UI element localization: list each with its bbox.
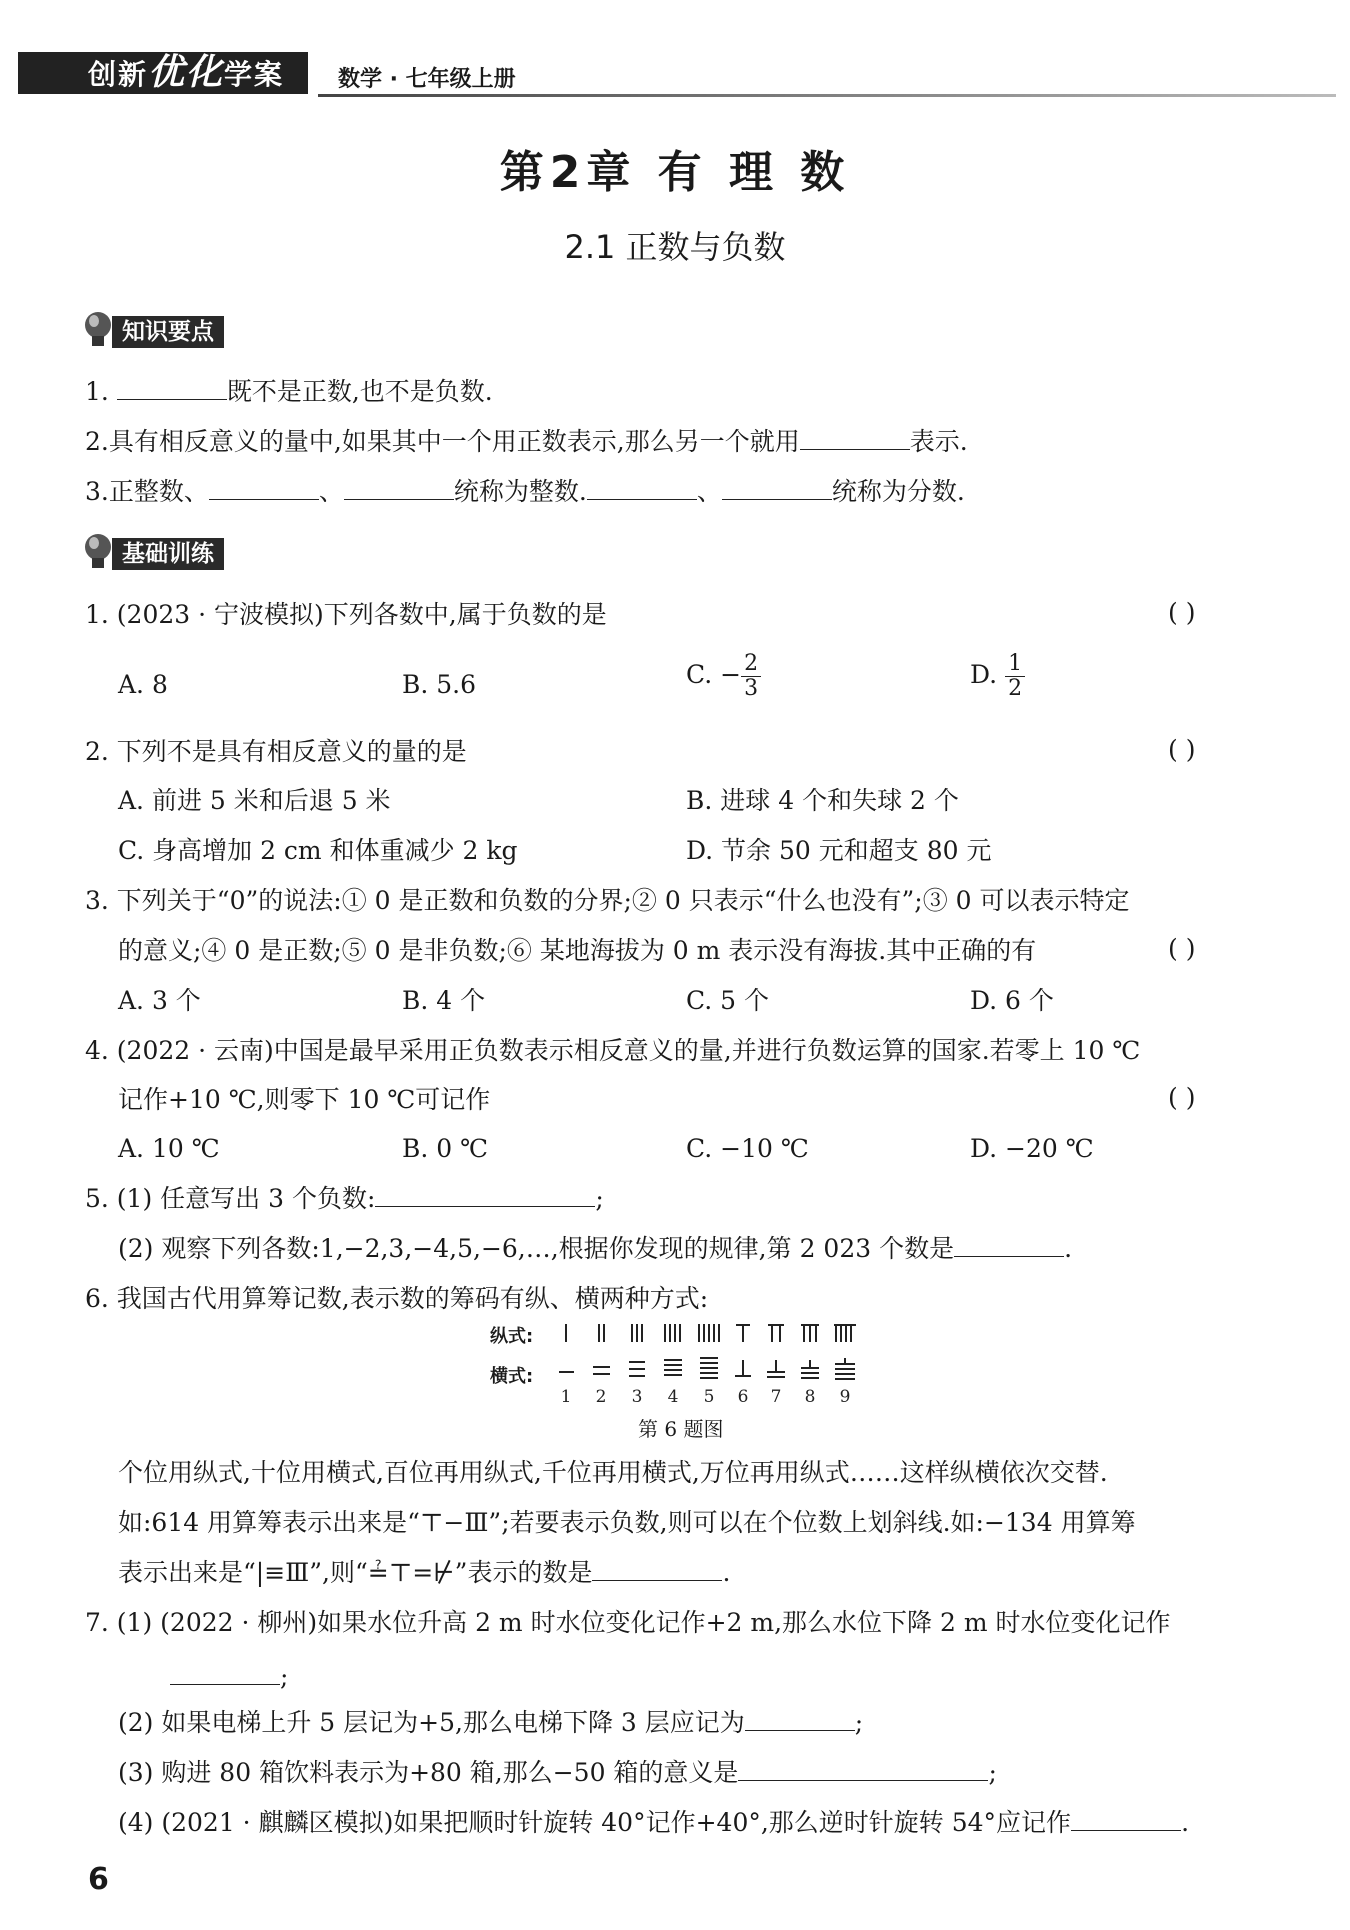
question-3-line-2: 的意义;④ 0 是正数;⑤ 0 是非负数;⑥ 某地海拔为 0 m 表示没有海拔.其中正确的有 [118, 936, 1037, 965]
punct: . [1181, 1808, 1190, 1837]
digit-label: 1 [560, 1387, 572, 1407]
lightbulb-icon [82, 310, 116, 350]
digit-label: 5 [703, 1387, 715, 1407]
question-text: (3) 购进 80 箱饮料表示为+80 箱,那么−50 箱的意义是 [118, 1758, 739, 1787]
question-1-stem: 1. (2023 · 宁波模拟)下列各数中,属于负数的是 [85, 600, 607, 629]
digit-label: 9 [839, 1387, 851, 1407]
q3-option-b[interactable]: B. 4 个 [402, 986, 486, 1015]
numerator: 1 [1005, 652, 1025, 677]
question-text: 5. (1) 任意写出 3 个负数: [85, 1184, 376, 1213]
answer-blank[interactable] [117, 375, 227, 400]
question-7-part-3 [118, 1756, 997, 1790]
item-text: 、 [696, 477, 722, 506]
question-3-answer-paren[interactable]: ( ) [1168, 934, 1196, 963]
basic-training-tag-label: 基础训练 [112, 538, 224, 570]
answer-blank[interactable] [722, 475, 832, 500]
knowledge-item-2 [85, 425, 968, 459]
brand-prefix: 创新 [88, 58, 149, 91]
answer-blank[interactable] [170, 1660, 280, 1685]
punct: . [722, 1558, 731, 1587]
q2-option-a[interactable]: A. 前进 5 米和后退 5 米 [118, 786, 391, 815]
item-text: 表示. [909, 427, 968, 456]
q2-option-c[interactable]: C. 身高增加 2 cm 和体重减少 2 kg [118, 836, 518, 865]
q4-option-c[interactable]: C. −10 ℃ [686, 1134, 809, 1163]
brand-suffix: 学案 [224, 58, 285, 91]
knowledge-item-3 [85, 475, 965, 509]
option-label: C. − [686, 660, 742, 689]
page-number: 6 [88, 1862, 109, 1897]
chapter-title: 第2章 有 理 数 [499, 147, 851, 198]
item-text: 具有相反意义的量中,如果其中一个用正数表示,那么另一个就用 [108, 427, 800, 456]
question-text: (4) (2021 · 麒麟区模拟)如果把顺时针旋转 40°记作+40°,那么逆时针旋转 54°应记作 [118, 1808, 1072, 1837]
item-text: 统称为整数. [453, 477, 587, 506]
question-4-line-1: 4. (2022 · 云南)中国是最早采用正负数表示相反意义的量,并进行负数运算的国家.若零上 10 ℃ [85, 1036, 1141, 1065]
q4-option-d[interactable]: D. −20 ℃ [970, 1134, 1094, 1163]
question-1-answer-paren[interactable]: ( ) [1168, 598, 1196, 627]
answer-blank[interactable] [954, 1232, 1064, 1257]
item-text: 既不是正数,也不是负数. [226, 377, 493, 406]
item-text: 统称为分数. [831, 477, 965, 506]
answer-blank[interactable] [800, 425, 910, 450]
horizontal-form-label: 横式: [490, 1366, 534, 1387]
q3-option-d[interactable]: D. 6 个 [970, 986, 1054, 1015]
header-rule [318, 94, 1336, 97]
digit-label: 3 [631, 1387, 643, 1407]
denominator: 3 [744, 676, 759, 701]
numerator: 2 [741, 652, 761, 677]
item-text: 正整数、 [108, 477, 209, 506]
question-6-line-1: 6. 我国古代用算筹记数,表示数的筹码有纵、横两种方式: [85, 1284, 709, 1313]
q4-option-a[interactable]: A. 10 ℃ [118, 1134, 220, 1163]
answer-blank[interactable] [344, 475, 454, 500]
question-3-line-1: 3. 下列关于“0”的说法:① 0 是正数和负数的分界;② 0 只表示“什么也没有”;③ 0 可以表示特定 [85, 886, 1130, 915]
question-7-part-1: 7. (1) (2022 · 柳州)如果水位升高 2 m 时水位变化记作+2 m,那么水位下降 2 m 时水位变化记作 [85, 1608, 1171, 1637]
q4-option-b[interactable]: B. 0 ℃ [402, 1134, 489, 1163]
counting-rods-diagram [558, 1320, 888, 1420]
answer-blank[interactable] [209, 475, 319, 500]
answer-blank[interactable] [587, 475, 697, 500]
q3-option-c[interactable]: C. 5 个 [686, 986, 769, 1015]
brand-highlight: 优化 [148, 52, 225, 93]
vertical-form-label: 纵式: [490, 1326, 534, 1347]
question-text: 表示出来是“|≡Ⅲ”,则“≟⊤=⊬”表示的数是 [118, 1558, 593, 1587]
question-6-line-4 [118, 1556, 730, 1590]
page-header [18, 52, 1336, 98]
q1-option-a[interactable]: A. 8 [118, 670, 168, 699]
digit-label: 7 [770, 1387, 782, 1407]
subject-title: 数学 · 七年级上册 [338, 67, 516, 92]
brand-logo [18, 52, 308, 94]
knowledge-tag-label: 知识要点 [112, 316, 224, 348]
vertical-rods [566, 1324, 856, 1342]
denominator: 2 [1008, 676, 1023, 701]
answer-blank[interactable] [375, 1182, 595, 1207]
digit-labels [561, 1387, 851, 1407]
question-text: (2) 观察下列各数:1,−2,3,−4,5,−6,…,根据你发现的规律,第 2 023 个数是 [118, 1234, 955, 1263]
punct: ; [988, 1758, 997, 1787]
question-7-part-4 [118, 1806, 1189, 1840]
digit-label: 8 [804, 1387, 816, 1407]
digit-label: 4 [667, 1387, 679, 1407]
punct: ; [854, 1708, 864, 1737]
q1-option-d[interactable] [970, 652, 1025, 701]
punct: ; [595, 1184, 604, 1213]
q1-option-c[interactable] [686, 652, 761, 701]
item-text: 、 [318, 477, 344, 506]
answer-blank[interactable] [738, 1756, 988, 1781]
item-number: 2. [85, 427, 109, 456]
q2-option-d[interactable]: D. 节余 50 元和超支 80 元 [686, 836, 992, 865]
lightbulb-icon [82, 532, 116, 572]
question-4-answer-paren[interactable]: ( ) [1168, 1083, 1196, 1112]
question-2-stem: 2. 下列不是具有相反意义的量的是 [85, 737, 467, 766]
digit-label: 6 [737, 1387, 749, 1407]
question-5-part-2 [118, 1232, 1072, 1266]
item-number: 1. [85, 377, 109, 406]
question-5-part-1 [85, 1182, 604, 1216]
fraction [741, 652, 761, 701]
q1-option-b[interactable]: B. 5.6 [402, 670, 477, 699]
question-2-answer-paren[interactable]: ( ) [1168, 735, 1196, 764]
punct: . [1064, 1234, 1073, 1263]
item-number: 3. [85, 477, 109, 506]
horizontal-rods [559, 1358, 855, 1379]
digit-label: 2 [595, 1387, 607, 1407]
q3-option-a[interactable]: A. 3 个 [118, 986, 201, 1015]
question-7-part-1-answer [170, 1660, 288, 1694]
figure-caption: 第 6 题图 [638, 1417, 724, 1441]
knowledge-item-1 [85, 375, 493, 409]
q2-option-b[interactable]: B. 进球 4 个和失球 2 个 [686, 786, 959, 815]
option-label: D. [970, 660, 998, 689]
answer-blank[interactable] [592, 1556, 722, 1581]
punct: ; [280, 1662, 289, 1691]
question-6-line-3: 如:614 用算筹表示出来是“⊤−Ⅲ”;若要表示负数,则可以在个位数上划斜线.如:−134 用算筹 [118, 1508, 1136, 1537]
answer-blank[interactable] [745, 1706, 855, 1731]
question-4-line-2: 记作+10 ℃,则零下 10 ℃可记作 [118, 1085, 491, 1114]
answer-blank[interactable] [1071, 1806, 1181, 1831]
fraction [1005, 652, 1025, 701]
question-text: (2) 如果电梯上升 5 层记为+5,那么电梯下降 3 层应记为 [118, 1708, 745, 1737]
question-6-line-2: 个位用纵式,十位用横式,百位再用纵式,千位再用横式,万位再用纵式……这样纵横依次交替. [118, 1458, 1108, 1487]
question-7-part-2 [118, 1706, 863, 1740]
section-title: 2.1 正数与负数 [564, 228, 786, 266]
